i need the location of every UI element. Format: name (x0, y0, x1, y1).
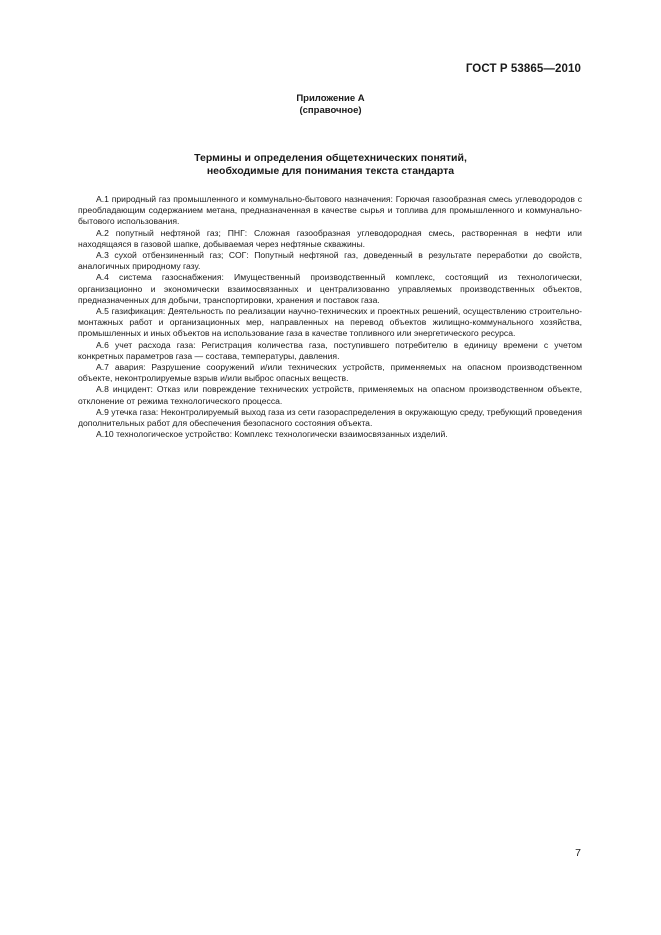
annex-heading-line1: Термины и определения общетехнических понятий, (194, 152, 467, 164)
definition-entry-a10: А.10 технологическое устройство: Комплекс технологически взаимосвязанных изделий. (96, 429, 448, 440)
definition-entry-a2: А.2 попутный нефтяной газ; ПНГ: Сложная газообразная углеводородная смесь, растворенная в нефти или находящаяся в газовой шапке, добываемая через нефтяные скважины. (78, 227, 582, 249)
definition-entry-a4: А.4 система газоснабжения: Имущественный производственный комплекс, состоящий из технологически, организационно и экономически взаимосвязанных и централизованно управляемых производственных объектов, предназначенных для добычи, транспортировки, хранения и поставок газа. (78, 272, 582, 305)
definition-entry-a6: А.6 учет расхода газа: Регистрация количества газа, поступившего потребителю в единицу времени с учетом конкретных параметров газа — состава, температуры, давления. (78, 339, 582, 361)
document-code: ГОСТ Р 53865—2010 (465, 63, 581, 75)
definition-entry-a8: А.8 инцидент: Отказ или повреждение технических устройств, применяемых на опасном производственном объекте, отклонение от режима технологического процесса. (78, 384, 582, 406)
definition-entry-a5: А.5 газификация: Деятельность по реализации научно-технических и проектных решений, осуществлению строительно-монтажных работ и организационных мер, направленных на перевод объектов жилищно-коммунального хозяйства, промышленных и иных объектов на использование газа в качестве топливного или энергетического ресурса. (78, 306, 582, 339)
definition-entry-a9: А.9 утечка газа: Неконтролируемый выход газа из сети газораспределения в окружающую среду, требующий проведения дополнительных работ для обеспечения безопасного состояния объекта. (78, 406, 582, 429)
definition-entry-a3: А.3 сухой отбензиненный газ; СОГ: Попутный нефтяной газ, доведенный в результате переработки до свойств, аналогичных природному газу. (78, 250, 582, 272)
definitions-list (78, 194, 582, 440)
definition-entry-a1: А.1 природный газ промышленного и коммунально-бытового назначения: Горючая газообразная смесь углеводородов с преобладающим содержанием метана, предназначенная в качестве сырья и топлива для промышленного и коммунально-бытового использования. (78, 194, 582, 227)
annex-status: (справочное) (299, 105, 362, 116)
annex-header (0, 93, 661, 117)
definition-entry-a7: А.7 авария: Разрушение сооружений и/или технических устройств, применяемых на опасном производственном объекте, неконтролируемые взрыв и/или выброс опасных веществ. (78, 362, 582, 384)
annex-title: Приложение А (296, 93, 365, 104)
annex-heading-line2: необходимые для понимания текста стандарта (206, 165, 455, 177)
page-number: 7 (575, 847, 581, 859)
annex-heading (0, 152, 661, 178)
